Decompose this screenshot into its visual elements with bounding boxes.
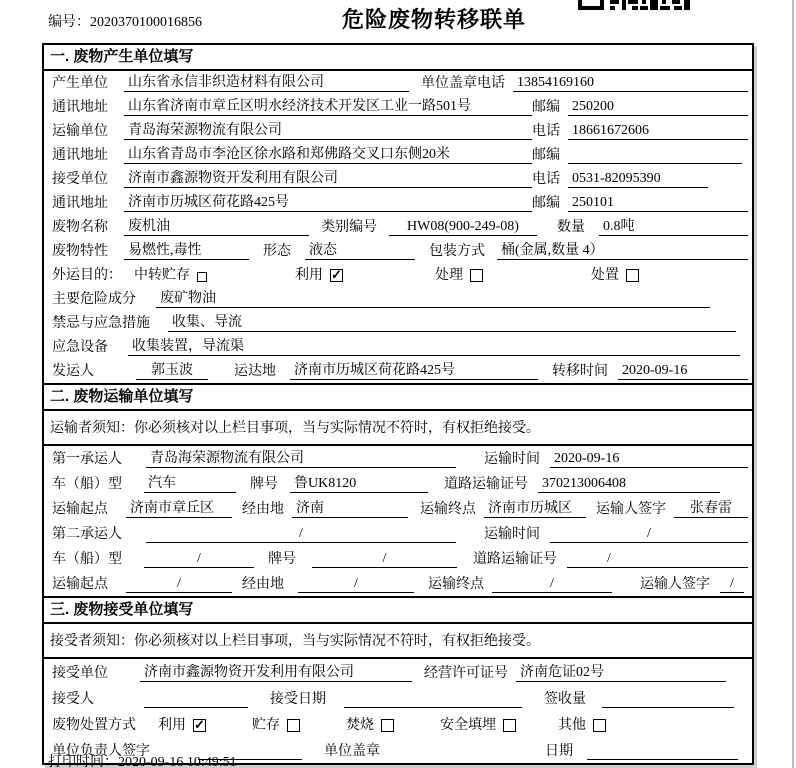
carrier2-time-label: 运输时间 xyxy=(484,527,540,542)
accept-date-value xyxy=(344,707,522,708)
disposal-option-other-checkbox-icon xyxy=(593,719,606,732)
purpose-label: 外运目的： xyxy=(52,268,122,283)
receiver-zip-value: 250101 xyxy=(568,194,748,212)
serial-label: 编号： xyxy=(48,15,90,30)
carrier2-value: / xyxy=(146,525,456,543)
license-label: 经营许可证号 xyxy=(424,666,508,681)
receiver-tel-label: 电话 xyxy=(532,172,560,187)
print-time-line xyxy=(48,751,237,768)
row-carrier2 xyxy=(44,521,752,546)
row-emergency-measures xyxy=(44,311,752,335)
purpose-option-transfer-label: 中转贮存 xyxy=(134,268,190,283)
manifest-table xyxy=(42,43,754,765)
carrier2-time-value: / xyxy=(550,525,748,543)
transporter-address-label: 通讯地址 xyxy=(52,148,108,163)
route1-start-value: 济南市章丘区 xyxy=(126,500,232,518)
vehicle2-cert-label: 道路运输证号 xyxy=(473,552,557,567)
disposal-option-incinerate xyxy=(346,717,394,734)
row-transporter-address xyxy=(44,143,752,167)
route1-start-label: 运输起点 xyxy=(52,502,108,517)
row-producer xyxy=(44,71,752,95)
row-acceptor xyxy=(44,685,752,711)
acceptor-label: 接受人 xyxy=(52,692,94,707)
producer-zip-label: 邮编 xyxy=(532,100,560,115)
route1-signer-label: 运输人签字 xyxy=(596,502,666,517)
row-disposal-method xyxy=(44,711,752,737)
print-time-value: 2020-09-16 10:49:51 xyxy=(118,755,237,768)
row-waste-name xyxy=(44,215,752,239)
dispatcher-value: 郭玉波 xyxy=(136,362,208,380)
row-producer-address xyxy=(44,95,752,119)
page-title: 危险废物转移联单 xyxy=(341,7,526,32)
route2-signer-value: / xyxy=(720,575,744,593)
receiver-address-value: 济南市历城区荷花路425号 xyxy=(124,194,532,212)
producer-tel-label: 电话 xyxy=(477,76,505,91)
destination-label: 运达地 xyxy=(234,364,276,379)
purpose-option-treat-checkbox-icon xyxy=(470,269,483,282)
row-accept-unit xyxy=(44,659,752,685)
vehicle2-plate-value: / xyxy=(312,550,457,568)
receiver-address-label: 通讯地址 xyxy=(52,196,108,211)
row-hazard xyxy=(44,287,752,311)
vehicle1-cert-label: 道路运输证号 xyxy=(444,477,528,492)
producer-address-label: 通讯地址 xyxy=(52,100,108,115)
purpose-option-treat-label: 处理 xyxy=(435,268,463,283)
carrier2-label: 第二承运人 xyxy=(52,527,122,542)
waste-form-value: 液态 xyxy=(305,242,415,260)
producer-stamp-label: 单位盖章 xyxy=(421,76,477,91)
row-vehicle2 xyxy=(44,546,752,571)
accept-date-label: 接受日期 xyxy=(270,692,326,707)
disposal-option-other-label: 其他 xyxy=(558,718,586,733)
receiver-label: 接受单位 xyxy=(52,172,108,187)
waste-code-label: 类别编号 xyxy=(321,220,377,235)
section2-note: 运输者须知：你必须核对以上栏目事项，当与实际情况不符时，有权拒绝接受。 xyxy=(44,411,752,446)
section3-header: 三. 废物接受单位填写 xyxy=(44,596,752,624)
purpose-option-dispose-label: 处置 xyxy=(591,268,619,283)
disposal-option-use xyxy=(158,717,206,734)
hazard-value: 废矿物油 xyxy=(156,290,710,308)
row-route2 xyxy=(44,571,752,596)
disposal-option-other xyxy=(558,717,606,734)
vehicle1-plate-label: 牌号 xyxy=(250,477,278,492)
receiver-tel-value: 0531-82095390 xyxy=(568,170,708,188)
purpose-option-use xyxy=(295,267,343,284)
vehicle2-cert-value: / xyxy=(567,550,651,568)
route2-signer-label: 运输人签字 xyxy=(640,577,710,592)
destination-value: 济南市历城区荷花路425号 xyxy=(290,362,538,380)
vehicle2-plate-label: 牌号 xyxy=(268,552,296,567)
transporter-label: 运输单位 xyxy=(52,124,108,139)
transfer-time-value: 2020-09-16 xyxy=(618,362,748,380)
transporter-tel-label: 电话 xyxy=(532,124,560,139)
waste-pack-label: 包装方式 xyxy=(429,244,485,259)
row-receiver xyxy=(44,167,752,191)
disposal-option-incinerate-checkbox-icon xyxy=(381,719,394,732)
accept-unit-label: 接受单位 xyxy=(52,666,108,681)
carrier1-label: 第一承运人 xyxy=(52,452,122,467)
received-qty-value xyxy=(602,707,734,708)
hazard-label: 主要危险成分 xyxy=(52,292,136,307)
waste-form-label: 形态 xyxy=(263,244,291,259)
sign-date-label: 日期 xyxy=(545,744,573,759)
disposal-option-store xyxy=(252,717,300,734)
purpose-option-transfer xyxy=(134,267,207,284)
serial-value: 2020370100016856 xyxy=(90,15,202,30)
route1-end-label: 运输终点 xyxy=(420,502,476,517)
waste-code-value: HW08(900-249-08) xyxy=(389,218,537,236)
producer-zip-value: 250200 xyxy=(568,98,748,116)
route2-end-label: 运输终点 xyxy=(428,577,484,592)
vehicle2-cert-value-extension xyxy=(651,567,748,568)
row-route1 xyxy=(44,496,752,521)
purpose-option-dispose-checkbox-icon xyxy=(626,269,639,282)
disposal-option-store-label: 贮存 xyxy=(252,718,280,733)
qr-code-fragment-icon xyxy=(578,0,690,10)
receiver-value: 济南市鑫源物资开发利用有限公司 xyxy=(124,170,532,188)
emergency-equipment-label: 应急设备 xyxy=(52,340,108,355)
purpose-option-use-checkbox-icon xyxy=(330,269,343,282)
sign-date-value xyxy=(587,759,738,760)
route1-end-value: 济南市历城区 xyxy=(484,500,586,518)
section1-header: 一. 废物产生单位填写 xyxy=(44,45,752,71)
section3-note: 接受者须知：你必须核对以上栏目事项，当与实际情况不符时，有权拒绝接受。 xyxy=(44,624,752,659)
received-qty-label: 签收量 xyxy=(544,692,586,707)
vehicle2-type-label: 车（船）型 xyxy=(52,552,122,567)
route2-via-label: 经由地 xyxy=(242,577,284,592)
waste-props-value: 易燃性,毒性 xyxy=(124,242,249,260)
row-receiver-address xyxy=(44,191,752,215)
route1-via-value: 济南 xyxy=(292,500,408,518)
transporter-zip-value xyxy=(568,163,742,164)
transporter-value: 青岛海荣源物流有限公司 xyxy=(124,122,532,140)
route2-start-value: / xyxy=(126,575,232,593)
route1-signer-value: 张春雷 xyxy=(674,500,748,518)
waste-props-label: 废物特性 xyxy=(52,244,108,259)
disposal-option-landfill-label: 安全填埋 xyxy=(440,718,496,733)
disposal-option-store-checkbox-icon xyxy=(287,719,300,732)
disposal-method-label: 废物处置方式 xyxy=(52,718,136,733)
vehicle1-plate-value: 鲁UK8120 xyxy=(290,475,428,493)
vehicle1-cert-value: 370213006408 xyxy=(538,475,720,493)
producer-value: 山东省永信非织造材料有限公司 xyxy=(124,74,409,92)
route1-via-label: 经由地 xyxy=(242,502,284,517)
row-waste-props xyxy=(44,239,752,263)
accept-unit-value: 济南市鑫源物资开发利用有限公司 xyxy=(140,664,412,682)
license-value: 济南危证02号 xyxy=(516,664,726,682)
waste-qty-label: 数量 xyxy=(557,220,585,235)
transfer-time-label: 转移时间 xyxy=(552,364,608,379)
producer-tel-value: 13854169160 xyxy=(513,74,748,92)
purpose-option-dispose xyxy=(591,267,639,284)
purpose-option-use-label: 利用 xyxy=(295,268,323,283)
row-transporter xyxy=(44,119,752,143)
page-edge-divider xyxy=(792,0,794,768)
emergency-equipment-value: 收集装置，导流渠 xyxy=(128,338,740,356)
disposal-option-landfill xyxy=(440,717,516,734)
carrier1-value: 青岛海荣源物流有限公司 xyxy=(146,450,456,468)
row-vehicle1 xyxy=(44,471,752,496)
waste-name-label: 废物名称 xyxy=(52,220,108,235)
transporter-address-value: 山东省青岛市李沧区徐水路和郑佛路交叉口东侧20米 xyxy=(124,146,532,164)
producer-address-value: 山东省济南市章丘区明水经济技术开发区工业一路501号 xyxy=(124,98,532,116)
dispatcher-label: 发运人 xyxy=(52,364,94,379)
route2-via-value: / xyxy=(298,575,414,593)
waste-name-value: 废机油 xyxy=(124,218,309,236)
vehicle1-type-value: 汽车 xyxy=(144,475,236,493)
print-time-label: 打印时间： xyxy=(48,755,118,768)
transporter-zip-label: 邮编 xyxy=(532,148,560,163)
row-purpose xyxy=(44,263,752,287)
route2-start-label: 运输起点 xyxy=(52,577,108,592)
waste-qty-value: 0.8吨 xyxy=(599,218,748,236)
acceptor-value xyxy=(144,707,248,708)
disposal-option-use-label: 利用 xyxy=(158,718,186,733)
emergency-measures-value: 收集、导流 xyxy=(168,314,736,332)
section2-header: 二. 废物运输单位填写 xyxy=(44,383,752,411)
emergency-measures-label: 禁忌与应急措施 xyxy=(52,316,150,331)
waste-pack-value: 桶(金属,数量 4） xyxy=(497,242,748,260)
vehicle1-type-label: 车（船）型 xyxy=(52,477,122,492)
responsible-signer-label: 单位负责人签字 xyxy=(52,744,150,759)
carrier1-time-value: 2020-09-16 xyxy=(550,450,748,468)
purpose-option-transfer-checkbox-icon xyxy=(197,272,207,282)
disposal-option-incinerate-label: 焚烧 xyxy=(346,718,374,733)
disposal-option-use-checkbox-icon xyxy=(193,719,206,732)
route2-end-value: / xyxy=(492,575,612,593)
transporter-tel-value: 18661672606 xyxy=(568,122,748,140)
row-carrier1 xyxy=(44,446,752,471)
receiver-zip-label: 邮编 xyxy=(532,196,560,211)
carrier1-time-label: 运输时间 xyxy=(484,452,540,467)
vehicle2-type-value: / xyxy=(144,550,254,568)
unit-stamp-label: 单位盖章 xyxy=(324,744,380,759)
row-emergency-equipment xyxy=(44,335,752,359)
row-dispatch xyxy=(44,359,752,383)
disposal-option-landfill-checkbox-icon xyxy=(503,719,516,732)
producer-label: 产生单位 xyxy=(52,76,108,91)
purpose-option-treat xyxy=(435,267,483,284)
